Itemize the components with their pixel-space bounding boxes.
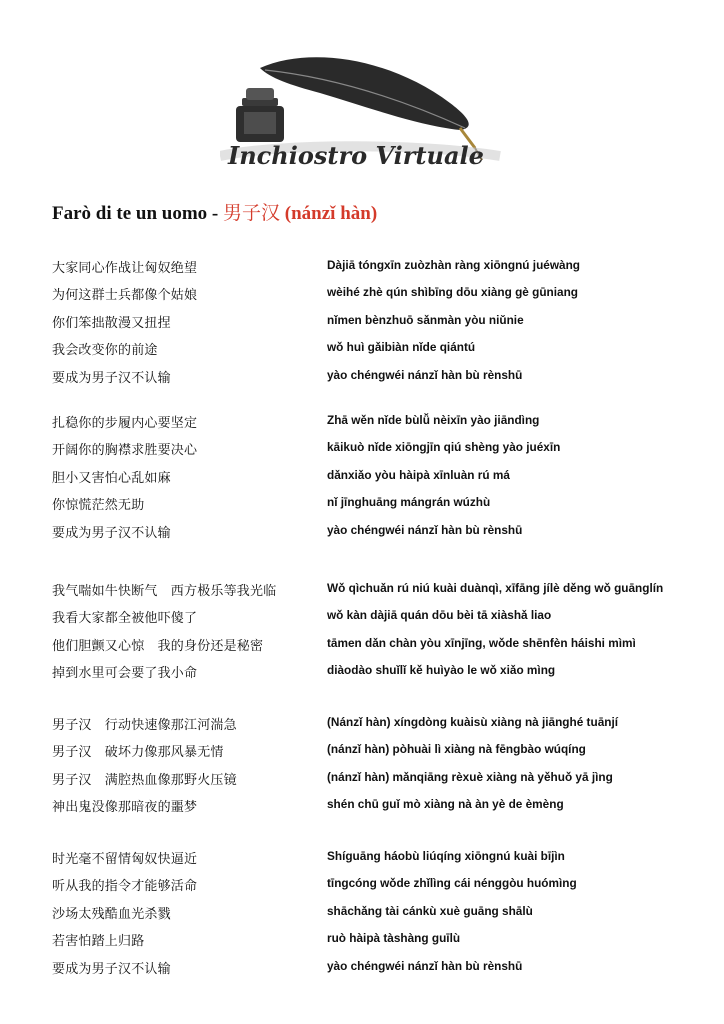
pinyin-lyric: yào chéngwéi nánzǐ hàn bù rènshū — [327, 522, 523, 537]
chinese-lyric: 你惊慌茫然无助 — [52, 498, 145, 514]
chinese-lyric: 你们笨拙散漫又扭捏 — [52, 315, 171, 331]
lyric-line — [52, 607, 692, 634]
chinese-lyric: 大家同心作战让匈奴绝望 — [52, 261, 198, 276]
lyric-line — [52, 580, 692, 607]
document-title — [52, 198, 377, 225]
chinese-lyric: 掉到水里可会要了我小命 — [52, 666, 198, 682]
lyric-line — [52, 367, 692, 394]
pinyin-lyric: nǐmen bènzhuō sǎnmàn yòu niǔnie — [327, 312, 524, 327]
lyric-line — [52, 930, 692, 957]
pinyin-lyric: nǐ jīnghuāng mángrán wúzhù — [327, 495, 491, 510]
lyric-line — [52, 796, 692, 823]
pinyin-lyric: wǒ kàn dàjiā quán dōu bèi tā xiàshǎ liao — [327, 608, 552, 623]
lyric-line — [52, 875, 692, 902]
chinese-lyric: 听从我的指令才能够活命 — [52, 879, 198, 895]
lyric-line — [52, 439, 692, 466]
stanza-1 — [52, 257, 692, 394]
pinyin-lyric: wǒ huì gǎibiàn nǐde qiántú — [327, 340, 476, 355]
stanza-3 — [52, 580, 692, 690]
pinyin-lyric: Zhā wěn nǐde bùlǚ nèixīn yào jiāndìng — [327, 413, 540, 427]
lyric-line — [52, 339, 692, 366]
chinese-lyric: 时光毫不留情匈奴快逼近 — [52, 852, 198, 867]
lyric-line — [52, 412, 692, 439]
title-italian: Farò di te un uomo - — [52, 203, 223, 224]
pinyin-lyric: shāchǎng tài cánkù xuè guāng shālù — [327, 903, 533, 918]
stanza-4 — [52, 714, 692, 824]
chinese-lyric: 神出鬼没像那暗夜的噩梦 — [52, 800, 198, 816]
chinese-lyric: 扎稳你的步履内心要坚定 — [52, 416, 198, 431]
lyric-line — [52, 635, 692, 662]
pinyin-lyric: diàodào shuǐlǐ kě huìyào le wǒ xiǎo mìng — [327, 663, 556, 678]
pinyin-lyric: yào chéngwéi nánzǐ hàn bù rènshū — [327, 958, 523, 973]
lyric-line — [52, 494, 692, 521]
lyric-line — [52, 284, 692, 311]
title-pinyin: (nánzǐ hàn) — [280, 203, 378, 224]
pinyin-lyric: dǎnxiǎo yòu hàipà xīnluàn rú má — [327, 467, 510, 482]
lyric-line — [52, 312, 692, 339]
chinese-lyric: 我气喘如牛快断气 西方极乐等我光临 — [52, 584, 277, 599]
pinyin-lyric: tīngcóng wǒde zhǐlìng cái nénggòu huómìng — [327, 876, 577, 891]
chinese-lyric: 若害怕踏上归路 — [52, 934, 145, 950]
pinyin-lyric: shén chū guǐ mò xiàng nà àn yè de èmèng — [327, 797, 564, 812]
chinese-lyric: 我看大家都全被他吓傻了 — [52, 611, 198, 627]
inchiostro-virtuale-logo — [220, 48, 510, 178]
pinyin-lyric: (nánzǐ hàn) mǎnqiāng rèxuè xiàng nà yěhuǒ yā jìng — [327, 769, 613, 784]
pinyin-lyric: yào chéngwéi nánzǐ hàn bù rènshū — [327, 367, 523, 382]
lyric-line — [52, 662, 692, 689]
pinyin-lyric: Wǒ qìchuǎn rú niú kuài duànqì, xīfāng jílè děng wǒ guānglín — [327, 581, 664, 595]
stanza-5 — [52, 848, 692, 985]
pinyin-lyric: Shíguāng háobù liúqíng xiōngnú kuài bījìn — [327, 849, 565, 863]
pinyin-lyric: (Nánzǐ hàn) xíngdòng kuàisù xiàng nà jiānghé tuānjí — [327, 715, 619, 729]
lyric-line — [52, 958, 692, 985]
pinyin-lyric: tāmen dǎn chàn yòu xīnjīng, wǒde shēnfèn háishi mìmì — [327, 635, 636, 650]
chinese-lyric: 我会改变你的前途 — [52, 343, 158, 359]
stanza-2 — [52, 412, 692, 549]
lyric-line — [52, 467, 692, 494]
quill-inkwell-icon — [220, 48, 510, 178]
chinese-lyric: 要成为男子汉不认输 — [52, 370, 171, 386]
pinyin-lyric: Dàjiā tóngxīn zuòzhàn ràng xiōngnú juéwàng — [327, 258, 580, 272]
chinese-lyric: 要成为男子汉不认输 — [52, 525, 171, 541]
title-chinese: 男子汉 — [223, 203, 281, 224]
chinese-lyric: 男子汉 行动快速像那江河湍急 — [52, 718, 237, 733]
pinyin-lyric: (nánzǐ hàn) pòhuài lì xiàng nà fēngbào wúqíng — [327, 742, 586, 757]
pinyin-lyric: wèihé zhè qún shìbīng dōu xiàng gè gūniang — [327, 285, 579, 300]
pinyin-lyric: ruò hàipà tàshàng guīlù — [327, 931, 461, 946]
lyric-line — [52, 903, 692, 930]
chinese-lyric: 男子汉 破坏力像那风暴无情 — [52, 745, 224, 761]
chinese-lyric: 为何这群士兵都像个姑娘 — [52, 288, 198, 304]
lyric-line — [52, 769, 692, 796]
chinese-lyric: 沙场太残酷血光杀戮 — [52, 906, 171, 922]
svg-text:Inchiostro Virtuale: Inchiostro Virtuale — [228, 141, 484, 170]
lyric-line — [52, 714, 692, 741]
lyric-line — [52, 741, 692, 768]
lyric-line — [52, 848, 692, 875]
lyric-line — [52, 257, 692, 284]
pinyin-lyric: kāikuò nǐde xiōngjīn qiú shèng yào juéxīn — [327, 440, 561, 455]
chinese-lyric: 男子汉 满腔热血像那野火压镜 — [52, 772, 237, 788]
chinese-lyric: 他们胆颤又心惊 我的身份还是秘密 — [52, 638, 264, 654]
chinese-lyric: 要成为男子汉不认输 — [52, 961, 171, 977]
chinese-lyric: 胆小又害怕心乱如麻 — [52, 470, 171, 486]
lyric-line — [52, 522, 692, 549]
chinese-lyric: 开阔你的胸襟求胜要决心 — [52, 443, 198, 459]
